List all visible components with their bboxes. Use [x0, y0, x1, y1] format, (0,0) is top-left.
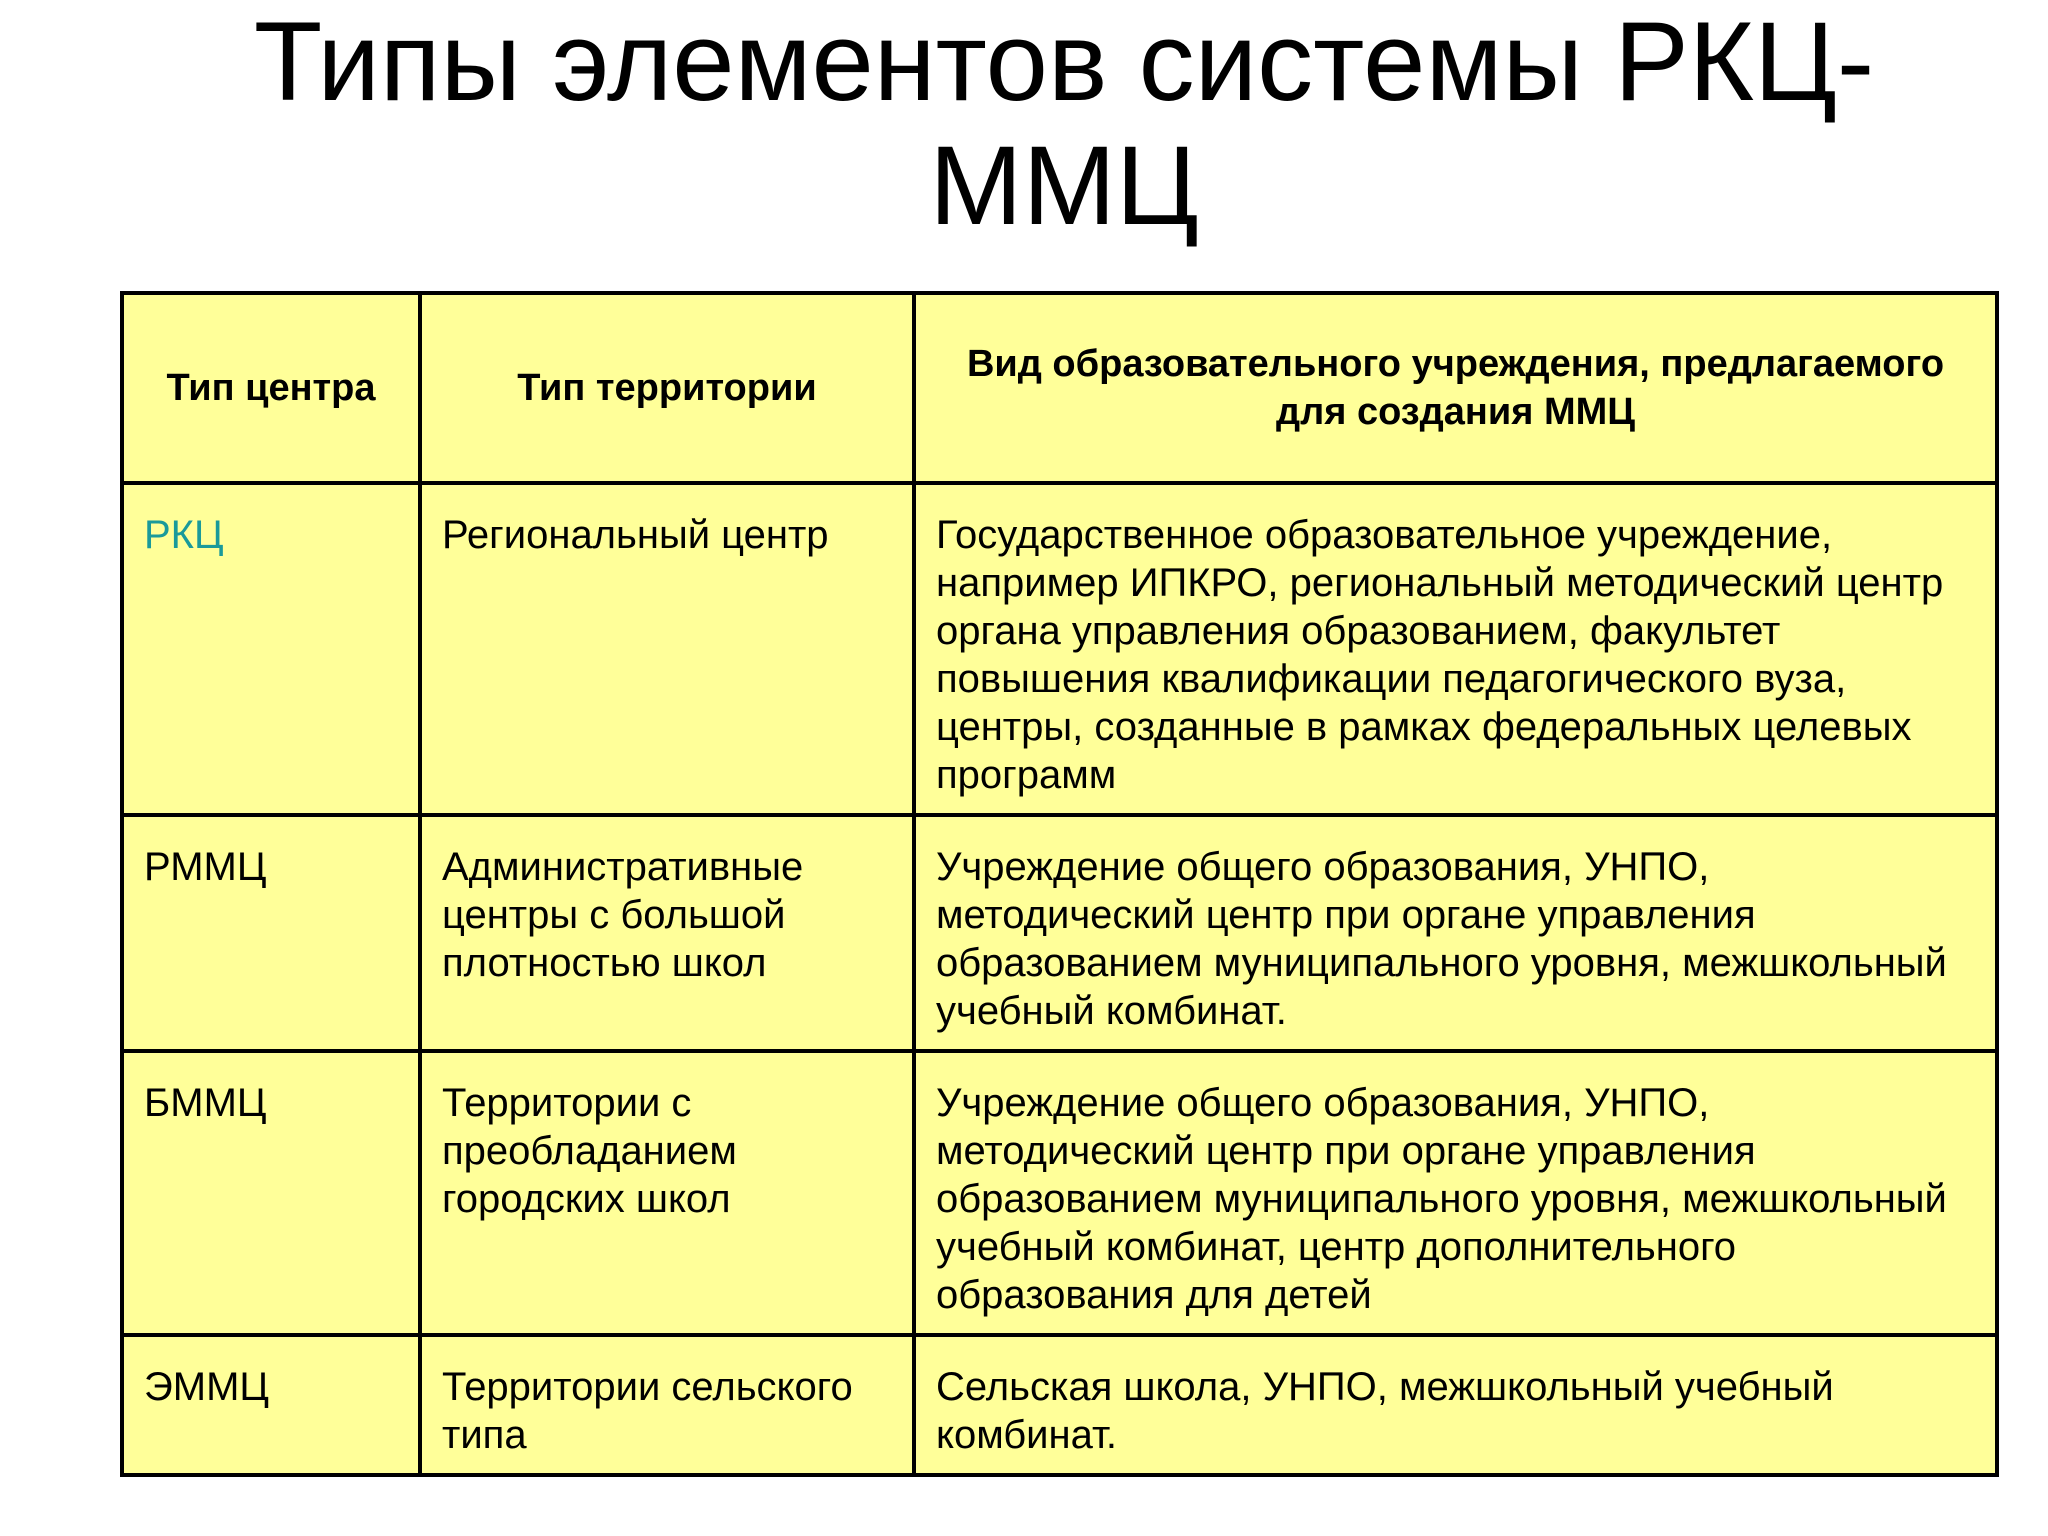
cell-center: РКЦ: [122, 483, 420, 815]
slide-title-line-2: ММЦ: [929, 123, 1199, 248]
cell-territory: Административные центры с большой плотностью школ: [420, 815, 914, 1051]
cell-center: РММЦ: [122, 815, 420, 1051]
cell-territory: Территории сельского типа: [420, 1335, 914, 1475]
table-row: [122, 815, 1997, 1051]
table-row: [122, 483, 1997, 815]
cell-institution: Учреждение общего образования, УНПО, методический центр при органе управления образованием муниципального уровня, межшкольный учебный комбинат.: [914, 815, 1997, 1051]
cell-institution: Государственное образовательное учреждение, например ИПКРО, региональный методический центр органа управления образованием, факультет повышения квалификации педагогического вуза, центры, созданные в рамках федеральных целевых программ: [914, 483, 1997, 815]
cell-center: ЭММЦ: [122, 1335, 420, 1475]
centers-table: [120, 291, 1999, 1477]
slide-title: [0, 0, 2048, 248]
table-header-row: [122, 293, 1997, 483]
table-row: [122, 1335, 1997, 1475]
cell-territory: Территории с преобладанием городских школ: [420, 1051, 914, 1335]
cell-institution: Учреждение общего образования, УНПО, методический центр при органе управления образованием муниципального уровня, межшкольный учебный комбинат, центр дополнительного образования для детей: [914, 1051, 1997, 1335]
header-territory-type: Тип территории: [420, 293, 914, 483]
header-center-type: Тип центра: [122, 293, 420, 483]
cell-center: БММЦ: [122, 1051, 420, 1335]
slide-title-line-1: Типы элементов системы РКЦ-: [253, 0, 1875, 124]
cell-institution: Сельская школа, УНПО, межшкольный учебный комбинат.: [914, 1335, 1997, 1475]
cell-territory: Региональный центр: [420, 483, 914, 815]
header-institution-type: Вид образовательного учреждения, предлагаемого для создания ММЦ: [914, 293, 1997, 483]
table-row: [122, 1051, 1997, 1335]
